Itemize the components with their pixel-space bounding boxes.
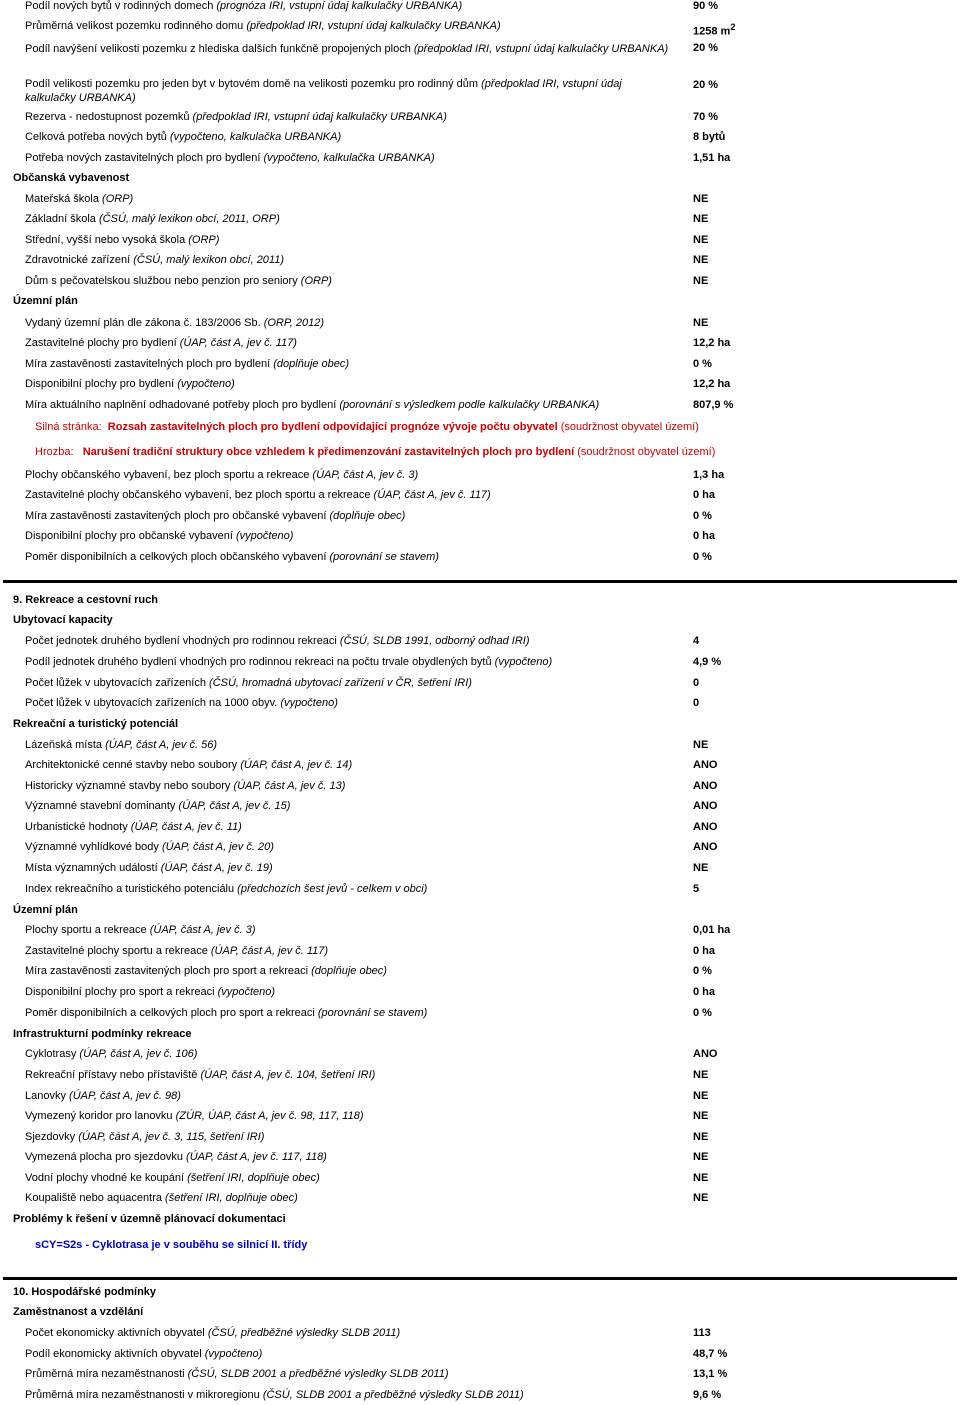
section-title-economy: 10. Hospodářské podmínky: [13, 1286, 157, 1298]
row-value: NE: [693, 862, 709, 874]
row-value: 1,51 ha: [693, 152, 731, 164]
section-divider: [3, 580, 957, 583]
plan-heading: Územní plán: [13, 904, 78, 916]
row-value: 12,2 ha: [693, 337, 731, 349]
row-label: Cyklotrasy (ÚAP, část A, jev č. 106): [25, 1048, 198, 1060]
row-label: Míra zastavěnosti zastavitených ploch pro sport a rekreaci (doplňuje obec): [25, 965, 387, 977]
row-value: 0 %: [693, 551, 712, 563]
row-value: 0 ha: [693, 945, 716, 957]
row-label: Urbanistické hodnoty (ÚAP, část A, jev č. 11): [25, 821, 242, 833]
row-value: 20 %: [693, 42, 719, 54]
row-label: Lanovky (ÚAP, část A, jev č. 98): [25, 1090, 181, 1102]
potential-heading: Rekreační a turistický potenciál: [13, 718, 179, 730]
row-value: 0 %: [693, 358, 712, 370]
row-label: Míra zastavěnosti zastavitených ploch pro občanské vybavení (doplňuje obec): [25, 510, 406, 522]
row-value: 0 ha: [693, 530, 716, 542]
row-value: NE: [693, 1110, 709, 1122]
row-value: NE: [693, 1131, 709, 1143]
problems-heading: Problémy k řešení v územně plánovací dokumentaci: [13, 1213, 286, 1225]
row-label: Významné vyhlídkové body (ÚAP, část A, jev č. 20): [25, 841, 274, 853]
row-label: Disponibilní plochy pro sport a rekreaci (vypočteno): [25, 986, 276, 998]
row-label: Míra zastavěnosti zastavitelných ploch pro bydlení (doplňuje obec): [25, 358, 350, 370]
row-label: Historicky významné stavby nebo soubory (ÚAP, část A, jev č. 13): [25, 780, 346, 792]
row-value: NE: [693, 275, 709, 287]
row-label: Celková potřeba nových bytů (vypočteno, kalkulačka URBANKA): [25, 131, 342, 143]
row-label: Podíl nových bytů v rodinných domech (prognóza IRI, vstupní údaj kalkulačky URBANKA): [25, 0, 463, 12]
employment-heading: Zaměstnanost a vzdělání: [13, 1306, 144, 1318]
row-value: NE: [693, 1172, 709, 1184]
row-label: Vymezená plocha pro sjezdovku (ÚAP, část A, jev č. 117, 118): [25, 1151, 327, 1163]
row-label: Průměrná velikost pozemku rodinného domu (předpoklad IRI, vstupní údaj kalkulačky URBANKA): [25, 20, 501, 32]
capacity-heading: Ubytovací kapacity: [13, 614, 113, 626]
row-value: NE: [693, 254, 709, 266]
row-label: Míra aktuálního naplnění odhadované potřeby ploch pro bydlení (porovnání s výsledkem podle kalkulačky URBANKA): [25, 399, 600, 411]
row-value: NE: [693, 1151, 709, 1163]
row-label: Počet lůžek v ubytovacích zařízeních (ČSÚ, hromadná ubytovací zařízení v ČR, šetření IRI): [25, 677, 472, 689]
civic-heading: Občanská vybavenost: [13, 172, 130, 184]
row-value: 20 %: [693, 79, 719, 91]
row-value: ANO: [693, 780, 718, 792]
row-label: Vodní plochy vhodné ke koupání (šetření IRI, doplňuje obec): [25, 1172, 320, 1184]
row-value: NE: [693, 234, 709, 246]
row-value: ANO: [693, 759, 718, 771]
row-value: 4: [693, 635, 700, 647]
row-label: Průměrná míra nezaměstnanosti v mikroregionu (ČSÚ, SLDB 2001 a předběžné výsledky SLDB 2011): [25, 1389, 524, 1401]
row-label: Podíl ekonomicky aktivních obyvatel (vypočteno): [25, 1348, 263, 1360]
row-value: NE: [693, 317, 709, 329]
row-value: 12,2 ha: [693, 378, 731, 390]
row-value: 0 ha: [693, 489, 716, 501]
row-label: Koupaliště nebo aquacentra (šetření IRI, doplňuje obec): [25, 1192, 298, 1204]
row-label: Základní škola (ČSÚ, malý lexikon obcí, 2011, ORP): [25, 213, 280, 225]
row-label: Počet ekonomicky aktivních obyvatel (ČSÚ, předběžné výsledky SLDB 2011): [25, 1327, 401, 1339]
strength-note: Silná stránka: Rozsah zastavitelných ploch pro bydlení odpovídající prognóze vývoje počtu obyvatel (soudržnost obyvatel území): [35, 421, 699, 433]
row-value: ANO: [693, 800, 718, 812]
row-label: Rezerva - nedostupnost pozemků (předpoklad IRI, vstupní údaj kalkulačky URBANKA): [25, 111, 447, 123]
row-label: Index rekreačního a turistického potenciálu (předchozích šest jevů - celkem v obci): [25, 883, 428, 895]
row-label: Vymezený koridor pro lanovku (ZÚR, ÚAP, část A, jev č. 98, 117, 118): [25, 1110, 364, 1122]
row-value: 1258 $m^2$: [693, 22, 736, 38]
row-value: 70 %: [693, 111, 719, 123]
row-label: Zastavitelné plochy občanského vybavení, bez ploch sportu a rekreace (ÚAP, část A, jev č. 117): [25, 489, 491, 501]
section-title-recreation: 9. Rekreace a cestovní ruch: [13, 594, 158, 606]
threat-note: Hrozba: Narušení tradiční struktury obce vzhledem k předimenzování zastavitelných ploch pro bydlení (soudržnost obyvatel území): [35, 446, 716, 458]
row-label: Zastavitelné plochy pro bydlení (ÚAP, část A, jev č. 117): [25, 337, 297, 349]
row-value: 9,6 %: [693, 1389, 722, 1401]
row-value: NE: [693, 1090, 709, 1102]
row-value: 13,1 %: [693, 1368, 728, 1380]
row-label: Podíl jednotek druhého bydlení vhodných pro rodinnou rekreaci na počtu trvale obydlených bytů (vypočteno): [25, 656, 553, 668]
row-value: ANO: [693, 1048, 718, 1060]
row-value: 0: [693, 677, 700, 689]
row-value: 0 %: [693, 965, 712, 977]
row-value: NE: [693, 1069, 709, 1081]
row-value: 4,9 %: [693, 656, 722, 668]
row-label: Architektonické cenné stavby nebo soubory (ÚAP, část A, jev č. 14): [25, 759, 353, 771]
row-label: Místa významných událostí (ÚAP, část A, jev č. 19): [25, 862, 273, 874]
row-value: 113: [693, 1327, 711, 1339]
row-value: 807,9 %: [693, 399, 734, 411]
row-label: Zastavitelné plochy sportu a rekreace (ÚAP, část A, jev č. 117): [25, 945, 329, 957]
row-label: Mateřská škola (ORP): [25, 193, 134, 205]
row-label: Průměrná míra nezaměstnanosti (ČSÚ, SLDB 2001 a předběžné výsledky SLDB 2011): [25, 1368, 449, 1380]
row-label: Významné stavební dominanty (ÚAP, část A, jev č. 15): [25, 800, 291, 812]
row-value: 0 %: [693, 510, 712, 522]
row-value: 0: [693, 697, 700, 709]
plan-heading: Územní plán: [13, 295, 78, 307]
row-value: 1,3 ha: [693, 469, 725, 481]
row-label: Podíl velikosti pozemku pro jeden byt v bytovém domě na velikosti pozemku pro rodinný dům (předpoklad IRI, vstupní údaj kalkulačky URBANKA): [25, 78, 622, 104]
row-label: Poměr disponibilních a celkových ploch občanského vybavení (porovnání se stavem): [25, 551, 439, 563]
row-value: 90 %: [693, 0, 719, 12]
row-label: Dům s pečovatelskou službou nebo penzion pro seniory (ORP): [25, 275, 332, 287]
row-label: Počet jednotek druhého bydlení vhodných pro rodinnou rekreaci (ČSÚ, SLDB 1991, odborný odhad IRI): [25, 635, 530, 647]
row-label: Poměr disponibilních a celkových ploch pro sport a rekreaci (porovnání se stavem): [25, 1007, 428, 1019]
row-label: Střední, vyšší nebo vysoká škola (ORP): [25, 234, 220, 246]
row-label: Potřeba nových zastavitelných ploch pro bydlení (vypočteno, kalkulačka URBANKA): [25, 152, 435, 164]
row-value: 0,01 ha: [693, 924, 731, 936]
row-value: ANO: [693, 841, 718, 853]
row-value: NE: [693, 739, 709, 751]
row-label: Počet lůžek v ubytovacích zařízeních na 1000 obyv. (vypočteno): [25, 697, 338, 709]
row-label: Vydaný územní plán dle zákona č. 183/2006 Sb. (ORP, 2012): [25, 317, 325, 329]
row-label: Disponibilní plochy pro bydlení (vypočteno): [25, 378, 235, 390]
row-value: NE: [693, 1192, 709, 1204]
row-value: ANO: [693, 821, 718, 833]
row-value: 0 ha: [693, 986, 716, 998]
row-label: Lázeňská místa (ÚAP, část A, jev č. 56): [25, 739, 217, 751]
row-label: Rekreační přístavy nebo přístaviště (ÚAP, část A, jev č. 104, šetření IRI): [25, 1069, 376, 1081]
section-divider: [3, 1277, 957, 1280]
row-value: 8 bytů: [693, 131, 726, 143]
row-value: NE: [693, 213, 709, 225]
row-label: Podíl navýšení velikosti pozemku z hlediska dalších funkčně propojených ploch (předpoklad IRI, vstupní údaj kalkulačky URBANKA): [25, 43, 669, 55]
row-label: Disponibilní plochy pro občanské vybavení (vypočteno): [25, 530, 294, 542]
row-value: 5: [693, 883, 700, 895]
row-value: 48,7 %: [693, 1348, 728, 1360]
row-value: 0 %: [693, 1007, 712, 1019]
problem-note: sCY=S2s - Cyklotrasa je v souběhu se silnicí II. třídy: [35, 1239, 308, 1251]
row-label: Plochy sportu a rekreace (ÚAP, část A, jev č. 3): [25, 924, 256, 936]
row-label: Zdravotnické zařízení (ČSÚ, malý lexikon obcí, 2011): [25, 254, 285, 266]
row-label: Plochy občanského vybavení, bez ploch sportu a rekreace (ÚAP, část A, jev č. 3): [25, 469, 419, 481]
infra-heading: Infrastrukturní podmínky rekreace: [13, 1028, 192, 1040]
row-label: Sjezdovky (ÚAP, část A, jev č. 3, 115, šetření IRI): [25, 1131, 265, 1143]
row-value: NE: [693, 193, 709, 205]
